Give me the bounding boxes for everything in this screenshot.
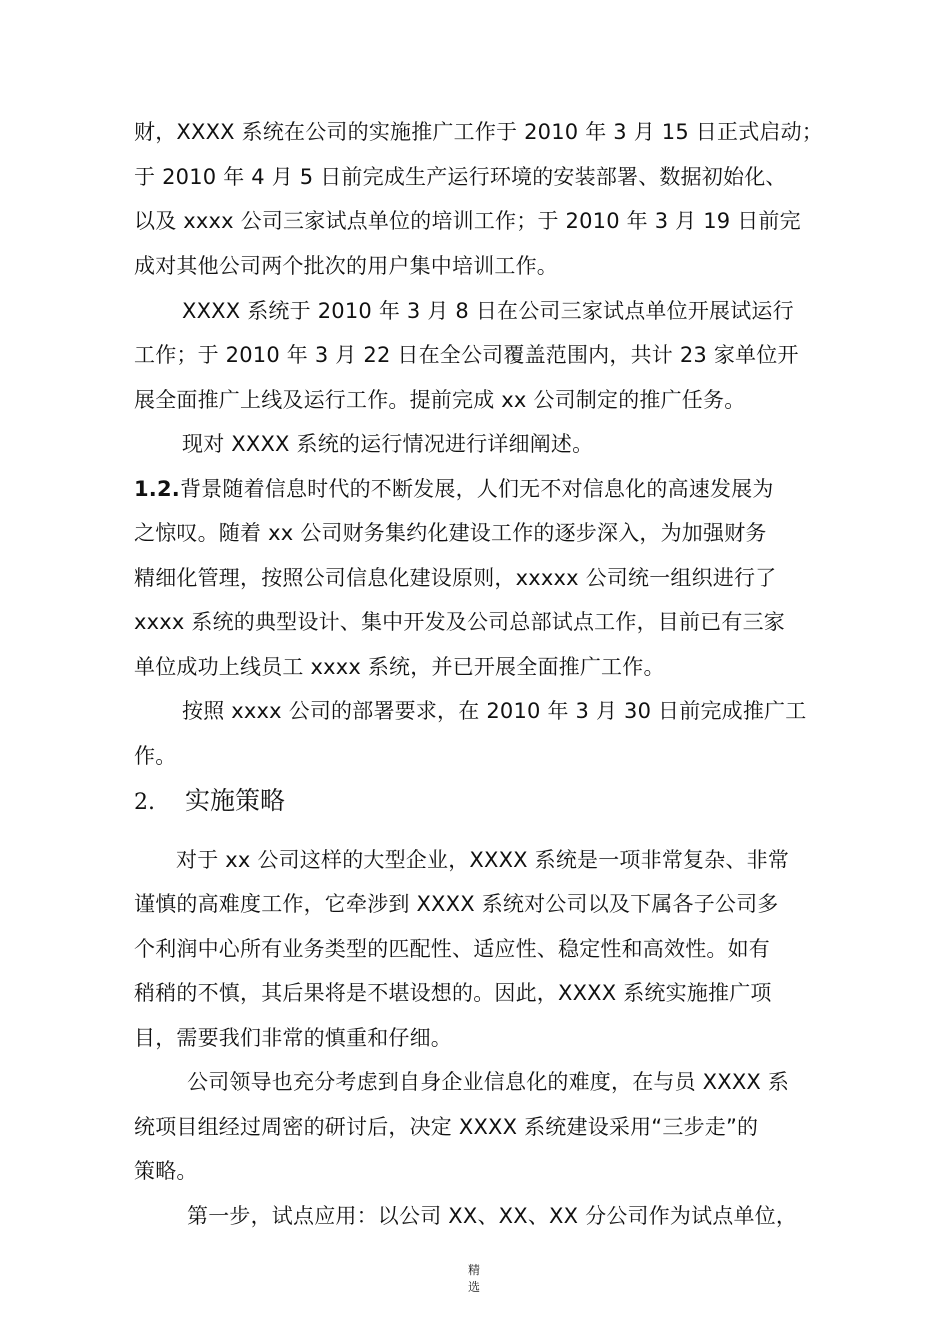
paragraph-1-line-2: 于 2010 年 4 月 5 日前完成生产运行环境的安装部署、数据初始化、 <box>134 165 787 189</box>
paragraph-2-line-3: 展全面推广上线及运行工作。提前完成 xx 公司制定的推广任务。 <box>134 388 746 412</box>
paragraph-3-line-1: 现对 XXXX 系统的运行情况进行详细阐述。 <box>182 432 594 456</box>
page-footer <box>466 1262 482 1296</box>
paragraph-6-line-1: 公司领导也充分考虑到自身企业信息化的难度，在与员 XXXX 系 <box>187 1070 790 1094</box>
section-1-2-text: 背景随着信息时代的不断发展，人们无不对信息化的高速发展为 <box>179 477 774 501</box>
section-1-2-line-4: xxxx 系统的典型设计、集中开发及公司总部试点工作，目前已有三家 <box>134 610 785 634</box>
paragraph-5-line-1: 对于 xx 公司这样的大型企业，XXXX 系统是一项非常复杂、非常 <box>176 848 790 872</box>
paragraph-4-line-1: 按照 xxxx 公司的部署要求，在 2010 年 3 月 30 日前完成推广工 <box>182 699 807 723</box>
paragraph-1-line-1: 财，XXXX 系统在公司的实施推广工作于 2010 年 3 月 15 日正式启动； <box>134 120 823 144</box>
paragraph-5-line-5: 目，需要我们非常的慎重和仔细。 <box>134 1026 452 1050</box>
section-2-title: 实施策略 <box>185 786 286 815</box>
footer-char-2: 选 <box>467 1280 480 1294</box>
paragraph-1-line-3: 以及 xxxx 公司三家试点单位的培训工作；于 2010 年 3 月 19 日前完 <box>134 209 801 233</box>
paragraph-5-line-4: 稍稍的不慎，其后果将是不堪设想的。因此，XXXX 系统实施推广项 <box>134 981 772 1005</box>
section-2-number: 2. <box>134 790 155 815</box>
section-1-2-line-2: 之惊叹。随着 xx 公司财务集约化建设工作的逐步深入，为加强财务 <box>134 521 767 545</box>
paragraph-5-line-2: 谨慎的高难度工作，它牵涉到 XXXX 系统对公司以及下属各子公司多 <box>134 892 779 916</box>
section-1-2-line-1 <box>134 474 774 504</box>
footer-char-1: 精 <box>467 1263 480 1277</box>
paragraph-7-line-1: 第一步，试点应用：以公司 XX、XX、XX 分公司作为试点单位， <box>187 1204 798 1228</box>
paragraph-1-line-4: 成对其他公司两个批次的用户集中培训工作。 <box>134 254 558 278</box>
paragraph-5-line-3: 个利润中心所有业务类型的匹配性、适应性、稳定性和高效性。如有 <box>134 937 770 961</box>
paragraph-2-line-2: 工作；于 2010 年 3 月 22 日在全公司覆盖范围内，共计 23 家单位开 <box>134 343 799 367</box>
section-1-2-line-3: 精细化管理，按照公司信息化建设原则，xxxxx 公司统一组织进行了 <box>134 566 777 590</box>
section-1-2-line-5: 单位成功上线员工 xxxx 系统，并已开展全面推广工作。 <box>134 655 665 679</box>
section-2-heading <box>134 784 285 820</box>
paragraph-6-line-3: 策略。 <box>134 1159 198 1183</box>
paragraph-6-line-2: 统项目组经过周密的研讨后，决定 XXXX 系统建设采用“三步走”的 <box>134 1115 759 1139</box>
paragraph-2-line-1: XXXX 系统于 2010 年 3 月 8 日在公司三家试点单位开展试运行 <box>182 299 794 323</box>
paragraph-4-line-2: 作。 <box>134 744 177 768</box>
section-number: 1.2. <box>134 477 180 501</box>
